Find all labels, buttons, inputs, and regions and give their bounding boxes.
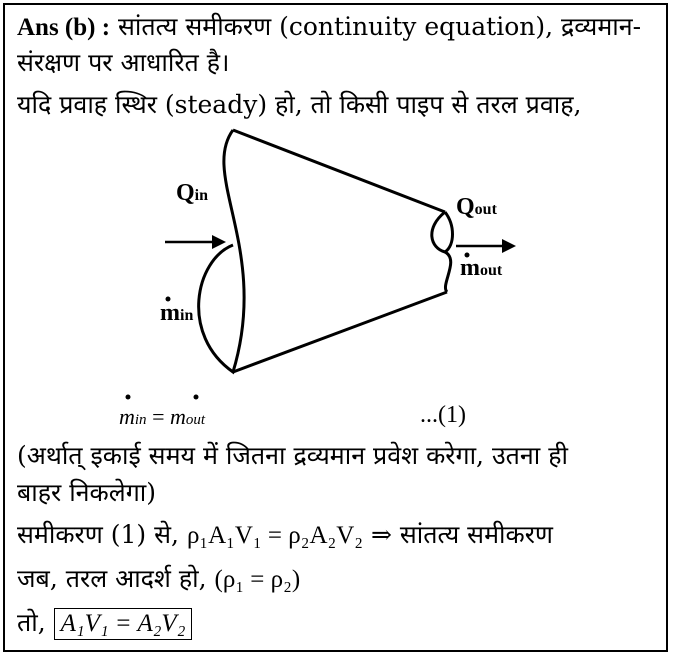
answer-text-1: सांतत्य समीकरण (continuity equation), द्रव्यमान- xyxy=(110,12,642,41)
equation-1: min = mout xyxy=(119,404,206,429)
answer-line-2: संरक्षण पर आधारित है। xyxy=(17,48,230,77)
q-in-label: Qin xyxy=(176,180,209,206)
equation-line xyxy=(17,520,553,551)
m-in-label: min xyxy=(160,300,194,326)
implies-arrow: ⇒ xyxy=(370,520,392,549)
ideal-fluid-line xyxy=(17,564,300,595)
equation-suffix: सांतत्य समीकरण xyxy=(399,520,554,549)
density-equation: ρ₁A₁V₁ = ρ₂A₂V₂ xyxy=(186,522,363,549)
ideal-fluid-text: जब, तरल आदर्श हो, xyxy=(17,564,207,593)
m-out-label: mout xyxy=(460,255,503,281)
equal-density-formula: (ρ₁ = ρ₂) xyxy=(214,566,301,593)
final-line xyxy=(17,608,192,640)
equation-number: ...(1) xyxy=(420,402,466,428)
equation-prefix: समीकरण (1) से, xyxy=(17,520,179,549)
q-out-label: Qout xyxy=(456,194,497,220)
intro-line: यदि प्रवाह स्थिर (steady) हो, तो किसी पाइप से तरल प्रवाह, xyxy=(17,90,582,119)
final-boxed-equation: A₁V₁ = A₂V₂ xyxy=(54,608,193,640)
explain-line-2: बाहर निकलेगा) xyxy=(17,478,157,507)
explain-line-1: (अर्थात् इकाई समय में जितना द्रव्यमान प्रवेश करेगा, उतना ही xyxy=(17,441,568,470)
answer-lead: Ans (b) : xyxy=(17,14,111,41)
final-prefix: तो, xyxy=(17,608,46,637)
